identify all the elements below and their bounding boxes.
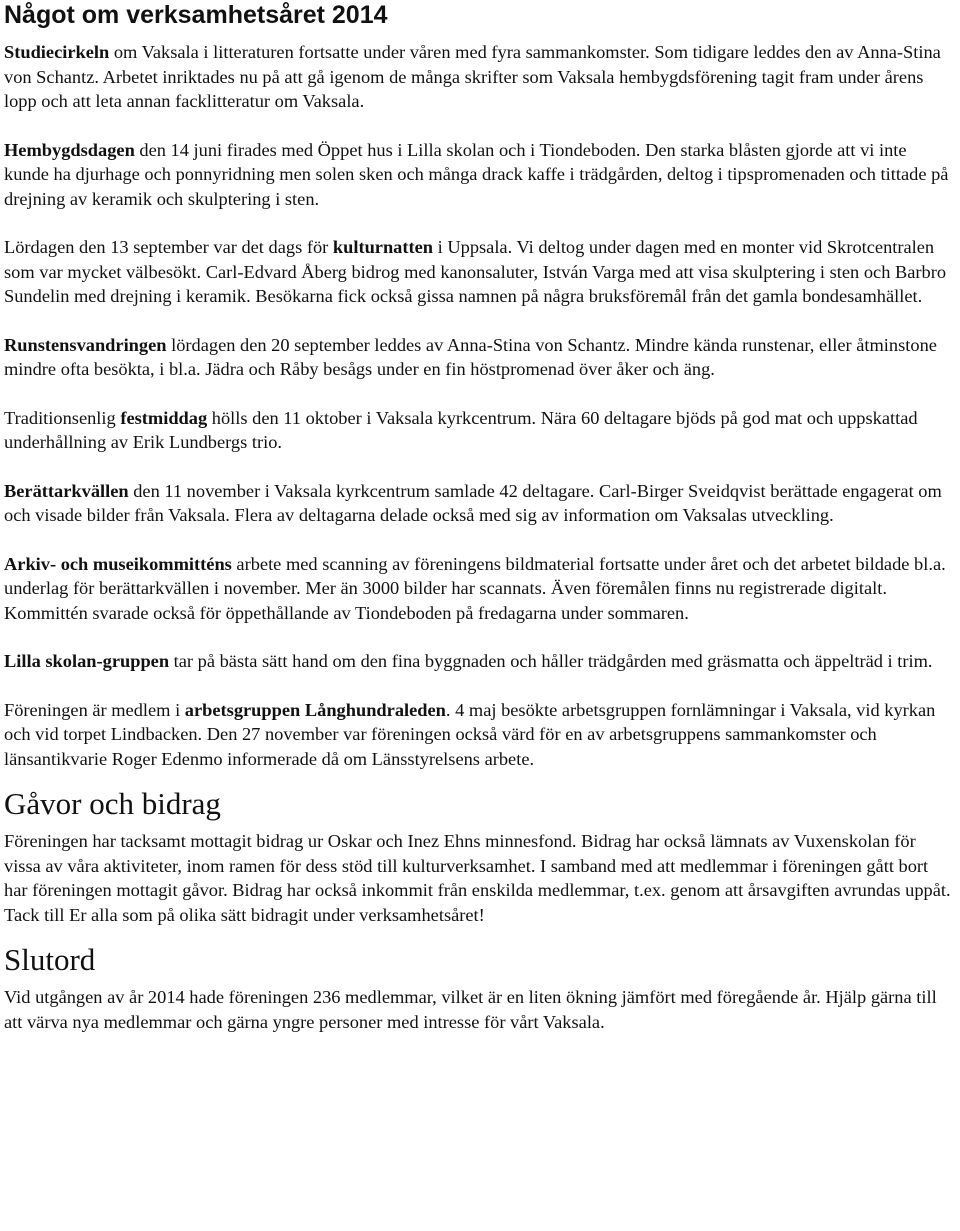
paragraph-lead: Berättarkvällen <box>4 480 129 501</box>
paragraph-arkiv <box>4 552 956 626</box>
paragraph-lead: festmiddag <box>120 407 208 428</box>
paragraph-body: om Vaksala i litteraturen fortsatte under våren med fyra sammankomster. Som tidigare leddes den av Anna-Stina von Schantz. Arbetet inriktades nu på att gå igenom de många skrifter som Vaksala hembygdsförening tagit fram under årens lopp och att leta annan facklitteratur om Vaksala. <box>4 42 941 111</box>
paragraph-gifts: Föreningen har tacksamt mottagit bidrag ur Oskar och Inez Ehns minnesfond. Bidrag har också lämnats av Vuxenskolan för vissa av våra aktiviteter, inom ramen för dess stöd till kulturverksamhet. I samband med att medlemmar i föreningen gått bort har föreningen mottagit gåvor. Bidrag har också inkommit från enskilda medlemmar, t.ex. genom att årsavgiften avrundas uppåt. Tack till Er alla som på olika sätt bidragit under verksamhetsåret! <box>4 831 951 925</box>
paragraph-lead: Lilla skolan-gruppen <box>4 651 170 671</box>
paragraph-lead: arbetsgruppen Långhundraleden <box>184 699 446 720</box>
paragraph-body: den 14 juni firades med Öppet hus i Lilla skolan och i Tiondeboden. Den starka blåsten gjorde att vi inte kunde ha djurhage och ponnyridning men solen sken och många drack kaffe i trädgården, deltog i tipspromenaden och tittade på drejning av keramik och skulptering i sten. <box>4 139 949 209</box>
paragraph-lead: Hembygdsdagen <box>4 139 135 160</box>
paragraph-kulturnatten <box>4 235 956 309</box>
paragraph-lead: Runstensvandringen <box>4 334 167 355</box>
paragraph-runstensvandringen <box>4 333 956 382</box>
paragraph-pre: Traditionsenlig <box>4 407 121 428</box>
section-heading-gifts: Gåvor och bidrag <box>4 786 221 821</box>
paragraph-closing: Vid utgången av år 2014 hade föreningen 236 medlemmar, vilket är en liten ökning jämfört med föregående år. Hjälp gärna till att värva nya medlemmar och gärna yngre personer med intresse för vårt Vaksala. <box>4 987 937 1032</box>
paragraph-lead: kulturnatten <box>332 237 434 257</box>
paragraph-pre: Föreningen är medlem i <box>4 699 185 720</box>
paragraph-body: . 4 maj besökte arbetsgruppen fornlämningar i Vaksala, vid kyrkan och vid torpet Lindbacken. Den 27 november var föreningen också värd för en av arbetsgruppens sammankomster och länsantikvarie Roger Edenmo informerade då om Länsstyrelsens arbete. <box>4 699 936 769</box>
paragraph-berattarkvallen <box>4 479 956 528</box>
paragraph-body: arbete med scanning av föreningens bildmaterial fortsatte under året och det arbetet bildade bl.a. underlag för berättarkvällen i november. Mer än 3000 bilder har scannats. Även föremålen finns nu registrerade digitalt. Kommittén svarade också för öppethållande av Tiondeboden på fredagarna under sommaren. <box>4 553 946 623</box>
paragraph-lead: Studiecirkeln <box>4 42 110 62</box>
paragraph-langhundraleden <box>4 698 956 772</box>
paragraph-body: lördagen den 20 september leddes av Anna-Stina von Schantz. Mindre kända runstenar, eller åtminstone mindre ofta besökta, i bl.a. Jädra och Råby besågs under en fin höstpromenad över åker och äng. <box>4 334 937 379</box>
paragraph-pre: Lördagen den 13 september var det dags för <box>4 237 333 257</box>
paragraph-hembygdsdagen <box>4 138 956 212</box>
paragraph-body: den 11 november i Vaksala kyrkcentrum samlade 42 deltagare. Carl-Birger Sveidqvist berättade engagerat om och visade bilder från Vaksala. Flera av deltagarna delade också med sig av information om Vaksalas utveckling. <box>4 480 942 525</box>
paragraph-lead: Arkiv- och museikommitténs <box>4 553 232 574</box>
paragraph-body: hölls den 11 oktober i Vaksala kyrkcentrum. Nära 60 deltagare bjöds på god mat och uppskattad underhållning av Erik Lundbergs trio. <box>4 407 918 452</box>
main-heading: Något om verksamhetsåret 2014 <box>4 1 388 29</box>
paragraph-lilla-skolan <box>4 649 956 674</box>
paragraph-festmiddag <box>4 406 956 455</box>
paragraph-studiecirkeln <box>4 40 956 114</box>
section-heading-closing: Slutord <box>4 942 96 977</box>
paragraph-body: tar på bästa sätt hand om den fina byggnaden och håller trädgården med gräsmatta och äppelträd i trim. <box>169 651 933 671</box>
paragraph-body: i Uppsala. Vi deltog under dagen med en monter vid Skrotcentralen som var mycket välbesökt. Carl-Edvard Åberg bidrog med kanonsaluter, István Varga med att visa skulptering i sten och Barbro Sundelin med drejning i keramik. Besökarna fick också gissa namnen på några bruksföremål från det gamla bondesamhället. <box>4 237 947 306</box>
